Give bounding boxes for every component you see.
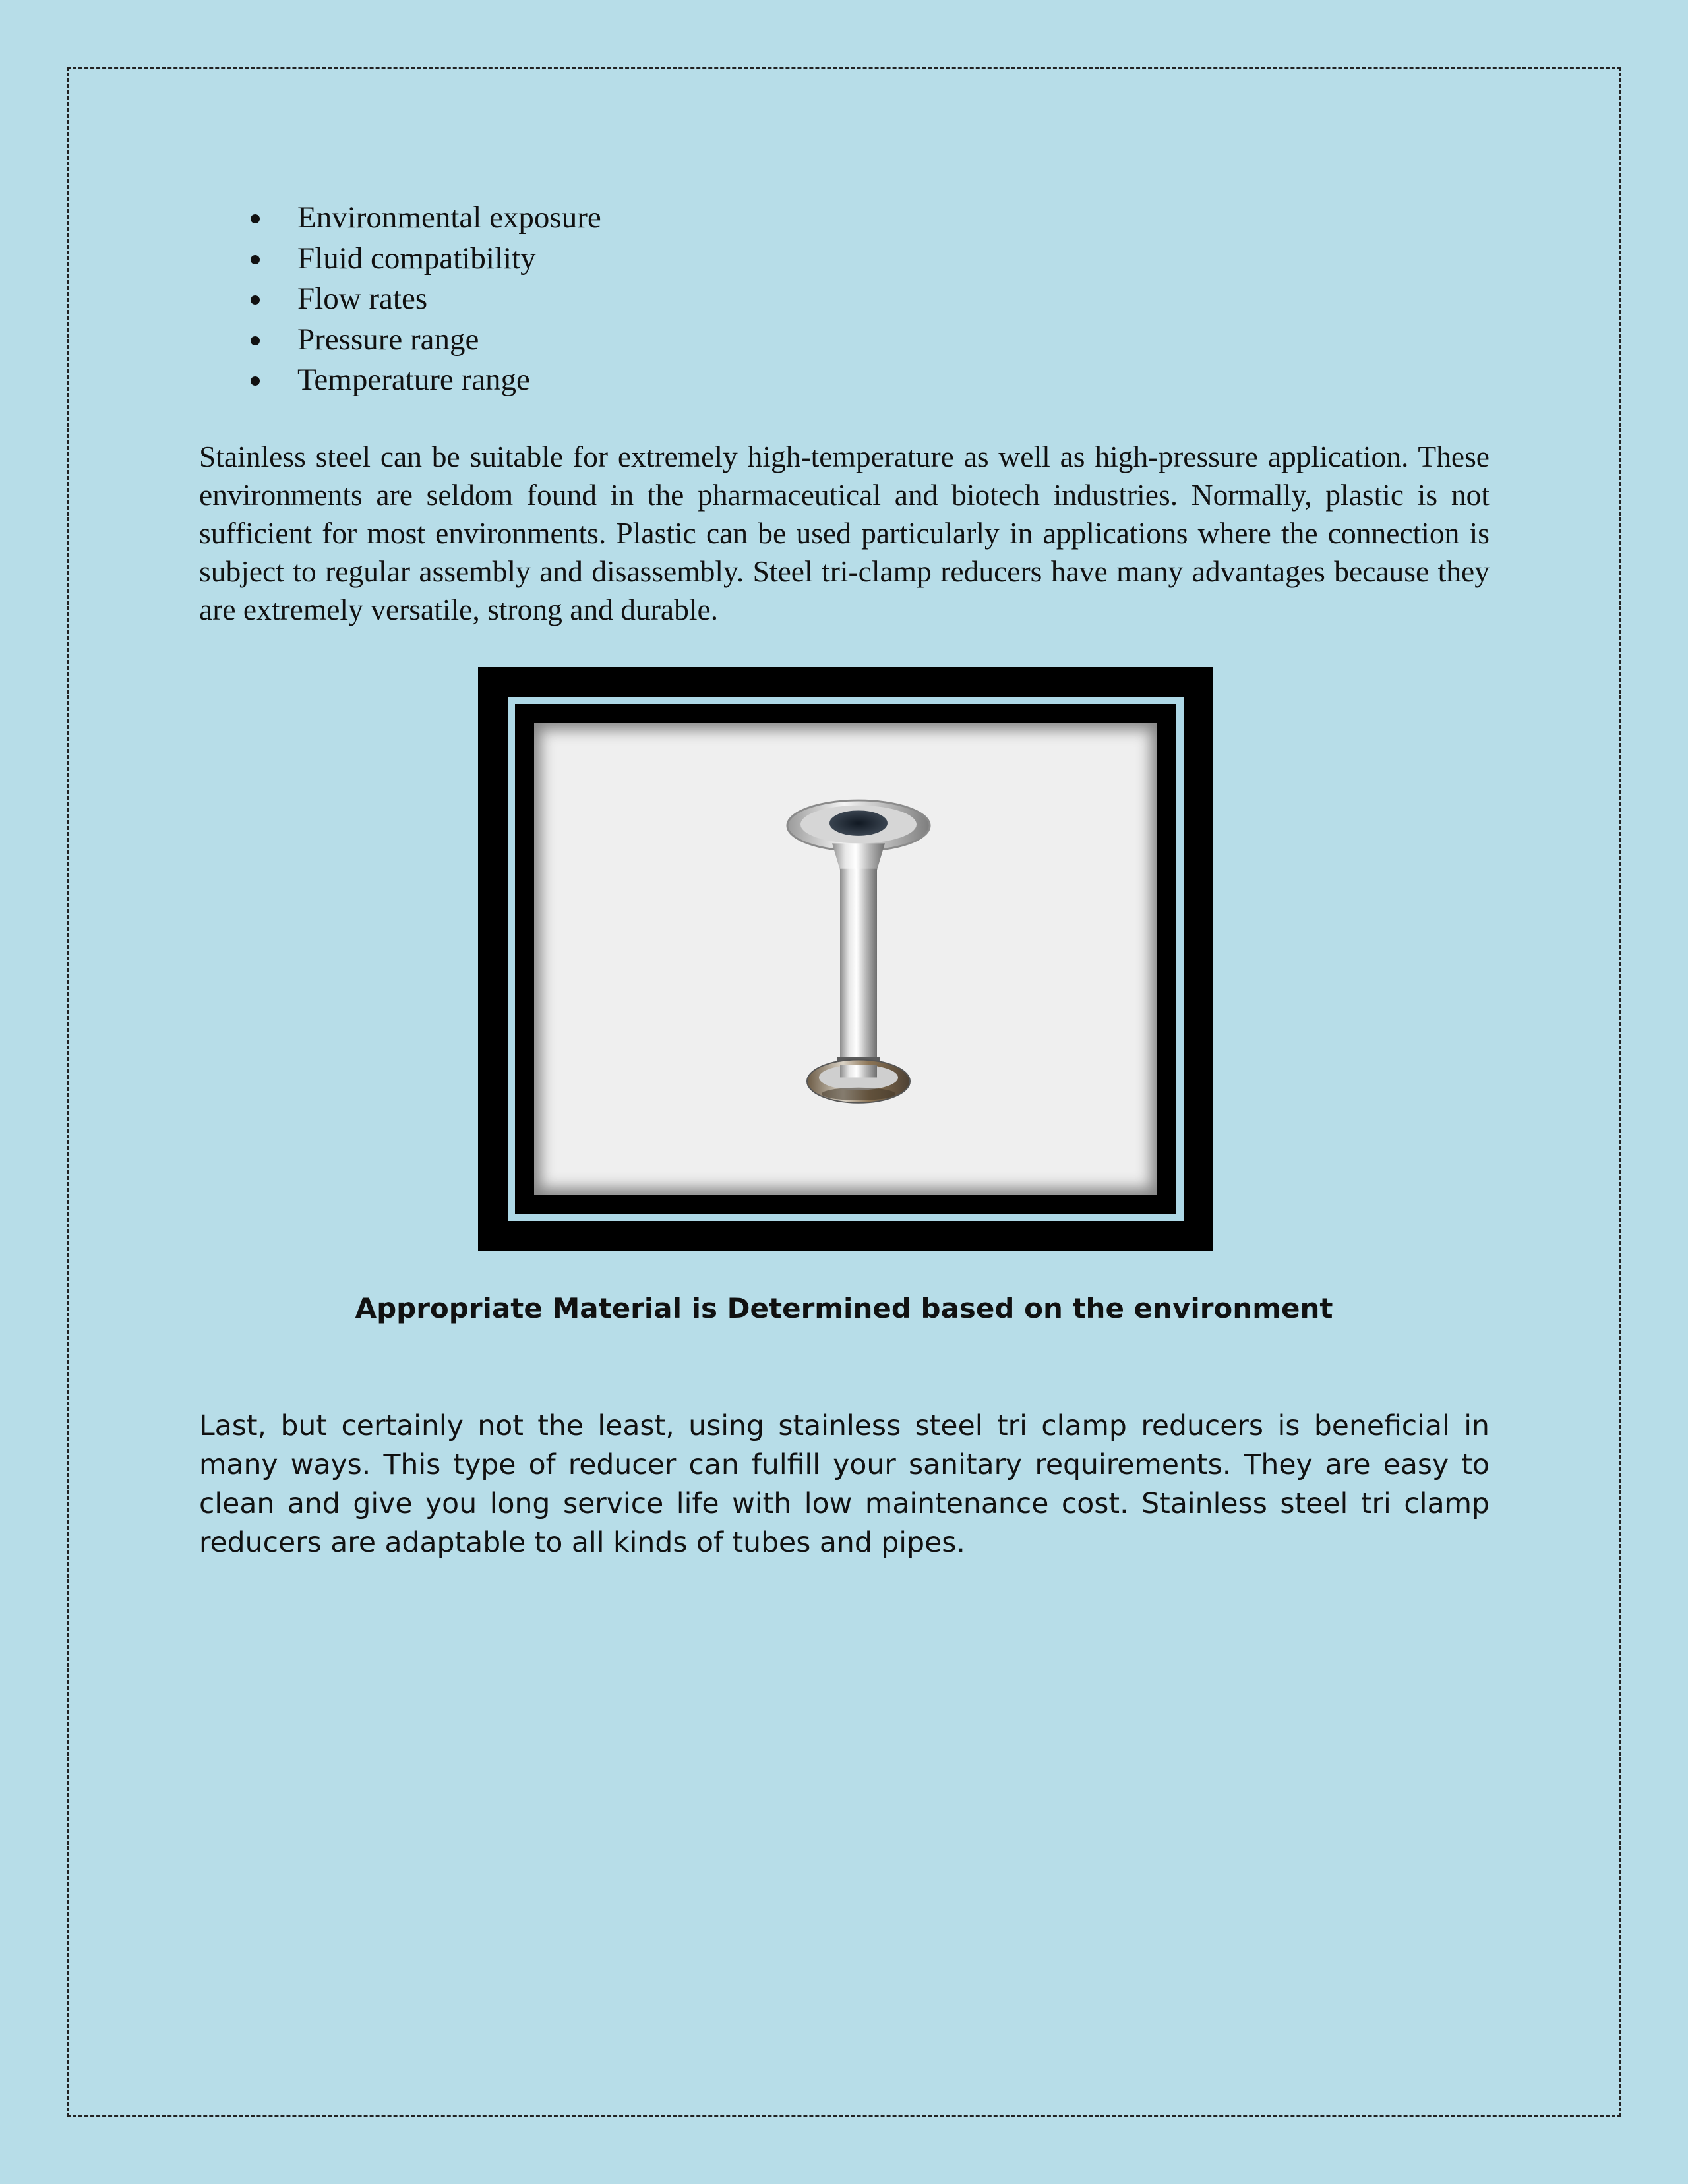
tri-clamp-reducer-image [534,723,1157,1195]
list-item [198,198,601,239]
bullet-list [198,198,601,401]
list-item-text: Fluid compatibility [297,241,536,276]
figure-caption: Appropriate Material is Determined based on the environment [355,1292,1333,1324]
body-paragraph-materials: Stainless steel can be suitable for extremely high-temperature as well as high-pressure application. These environments are seldom found in the pharmaceutical and biotech industries. Normally, plastic is not sufficient for most environments. Plastic can be used particularly in applications where the connection is subject to regular assembly and disassembly. Steel tri-clamp reducers have many advantages because they are extremely versatile, strong and durable. [199,440,1490,626]
bullet-icon [251,336,260,345]
list-item-text: Temperature range [297,363,530,397]
list-item-text: Pressure range [297,322,479,357]
list-item [198,239,601,280]
bullet-icon [251,214,260,223]
list-item-text: Flow rates [297,281,428,316]
list-item [198,320,601,361]
frame-inner [525,714,1166,1204]
product-figure-frame [478,667,1213,1251]
product-photo [534,723,1157,1195]
bullet-icon [251,255,260,264]
body-paragraph-conclusion: Last, but certainly not the least, using stainless steel tri clamp reducers is beneficial in many ways. This type of reducer can fulfill your sanitary requirements. They are easy to clean and give you long service life with low maintenance cost. Stainless steel tri clamp reducers are adaptable to all kinds of tubes and pipes. [199,1410,1490,1559]
bullet-icon [251,295,260,305]
list-item [198,279,601,320]
list-item-text: Environmental exposure [297,200,601,235]
bullet-icon [251,376,260,386]
list-item [198,360,601,401]
